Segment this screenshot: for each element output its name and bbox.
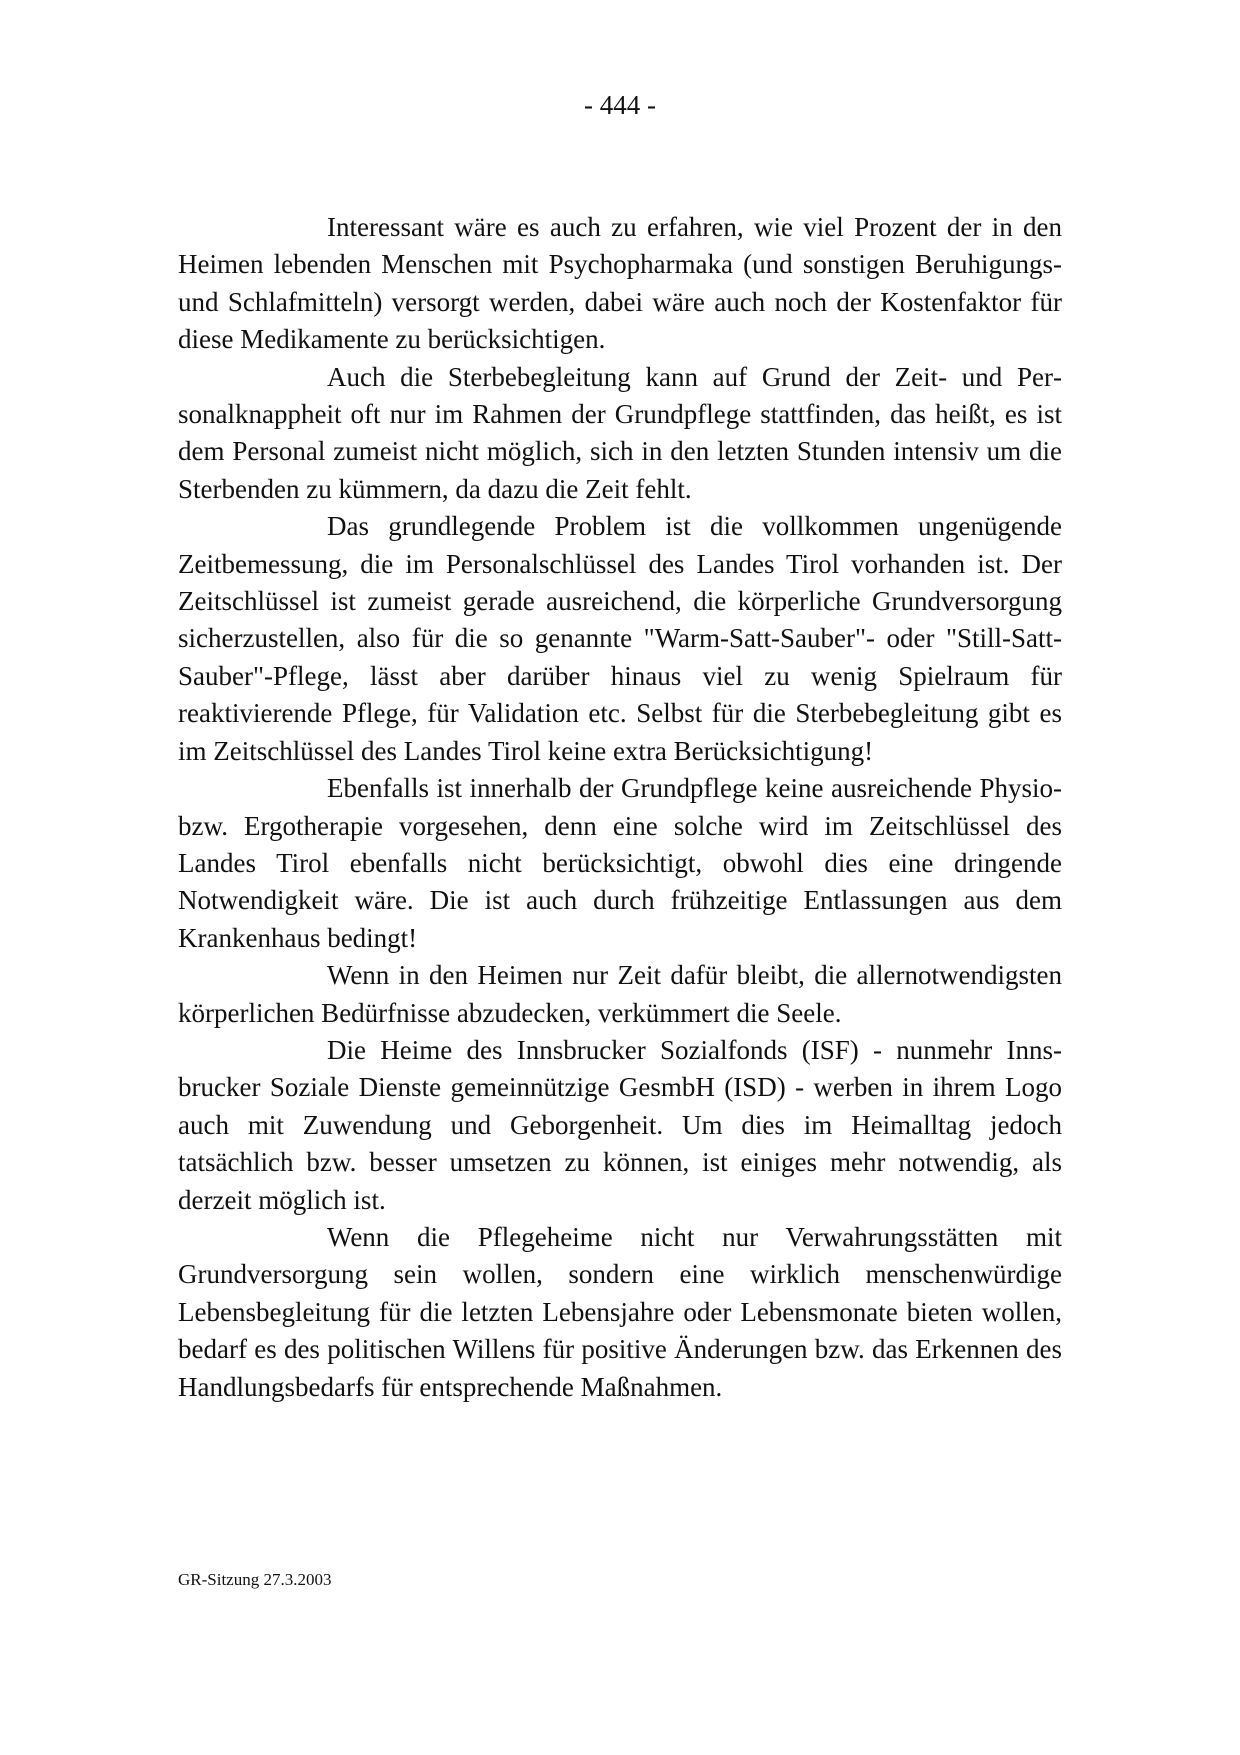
paragraph-zeitbemessung: Das grundlegende Problem ist die vollkommen ungenügende Zeitbemessung, die im Personalschlüssel des Landes Tirol vorhanden ist. Der Zeitschlüssel ist zumeist gerade ausreichend, die körperliche Grundversorgung sicherzustellen, also für die so genannte "Warm-Satt-Sauber"- oder "Still-Satt-Sauber"-Pflege, lässt aber darüber hinaus viel zu wenig Spielraum für reaktivierende Pflege, für Validation etc. Selbst für die Sterbebegleitung gibt es im Zeitschlüssel des Landes Tirol keine extra Berücksichtigung! — [178, 511, 1062, 766]
paragraph-seele: Wenn in den Heimen nur Zeit dafür bleibt, die allernotwendigsten körperlichen Bedürfnisse abzudecken, verkümmert die Seele. — [178, 960, 1062, 1028]
paragraph-sozialfonds: Die Heime des Innsbrucker Sozialfonds (ISF) - nunmehr Innsbrucker Soziale Dienste gemeinnützige GesmbH (ISD) - werben in ihrem Logo auch mit Zuwendung und Geborgenheit. Um dies im Heimalltag jedoch tatsächlich bzw. besser umsetzen zu können, ist einiges mehr notwendig, als derzeit möglich ist. — [178, 1034, 1062, 1215]
body-text — [178, 209, 1062, 1406]
paragraph-therapie: Ebenfalls ist innerhalb der Grundpflege keine ausreichende Physio- bzw. Ergotherapie vorgesehen, denn eine solche wird im Zeitschlüssel des Landes Tirol ebenfalls nicht berücksichtigt, obwohl dies eine dringende Notwendigkeit wäre. Die ist auch durch frühzeitige Entlassungen aus dem Krankenhaus bedingt! — [178, 773, 1062, 953]
page-number: - 444 - — [584, 90, 656, 120]
paragraph-politischer-wille: Wenn die Pflegeheime nicht nur Verwahrungsstätten mit Grundversorgung sein wollen, sondern eine wirklich menschenwürdige Lebensbegleitung für die letzten Lebensjahre oder Lebensmonate bieten wollen, bedarf es des politischen Willens für positive Änderungen bzw. das Erkennen des Handlungsbedarfs für entsprechende Maßnahmen. — [178, 1221, 1062, 1402]
paragraph-sterbebegleitung: Auch die Sterbebegleitung kann auf Grund der Zeit- und Personalknappheit oft nur im Rahmen der Grundpflege stattfinden, das heißt, es ist dem Personal zumeist nicht möglich, sich in den letzten Stunden intensiv um die Sterbenden zu kümmern, da dazu die Zeit fehlt. — [178, 361, 1062, 504]
paragraph-psychopharmaka: Interessant wäre es auch zu erfahren, wie viel Prozent der in den Heimen lebenden Menschen mit Psychopharmaka (und sonstigen Beruhigungs- und Schlafmitteln) versorgt werden, dabei wäre auch noch der Kostenfaktor für diese Medikamente zu berücksichtigen. — [178, 212, 1062, 355]
footer-session-date: GR-Sitzung 27.3.2003 — [178, 1570, 332, 1589]
